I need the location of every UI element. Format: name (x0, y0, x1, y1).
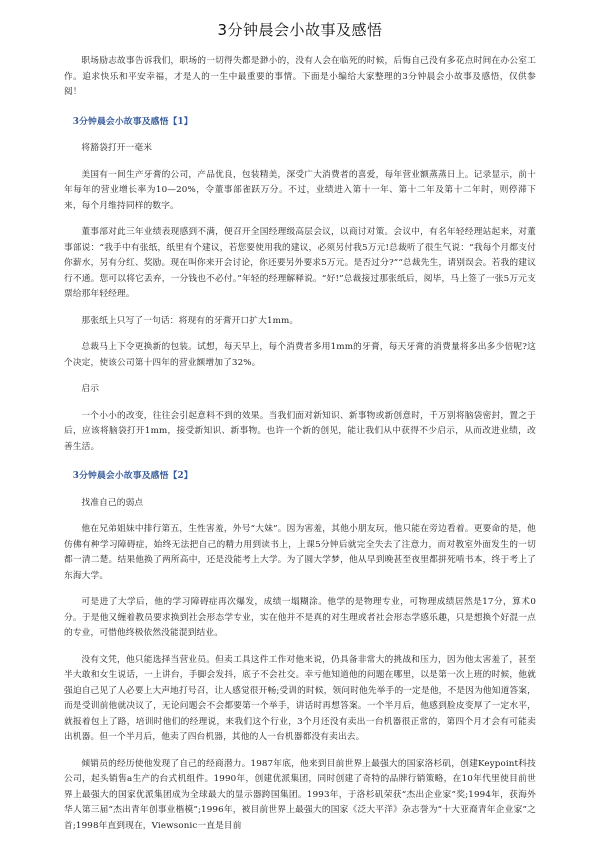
story2-paragraph-4: 倾销员的经历使他发现了自己的经商潜力。1987年底，他来到目前世界上最强大的国家洛杉矶，创建Keypoint科技公司，起头销售a生产的台式机组件。1990年，创建优派集团，同时创建了奇特的品牌行销策略，在10年代里使目前世界上最强大的国家优派集团成为全球最大的显示器跨国集团。1993年，于洛杉矶荣获“杰出企业家”奖;1994年，获海外华人第三届“杰出青年创事业楷模”;1996年，被目前世界上最强大的国家《泛大平洋》杂志誉为“十大亚裔青年企业家”之首;1998年直到现在，Viewsonic一直是目前 (64, 758, 536, 831)
story-subtitle-2: 找准自己的弱点 (81, 497, 144, 508)
story2-paragraph-1: 他在兄弟姐妹中排行第五，生性害羞，外号“大妹”。因为害羞，其他小朋友玩，他只能在旁边看着。更要命的是，他仿佛有种学习障碍症，始终无法把自己的精力用到读书上，上课5分钟后就完全失去了注意力，而对教室外面发生的一切都一清二楚。结果他换了两所高中，还是没能考上大学。为了圆大学梦，他从早到晚甚至夜里都拼死啃书本，终于考上了东海大学。 (64, 524, 536, 581)
section-heading-1: 3分钟晨会小故事及感悟【1】 (72, 116, 193, 127)
story1-paragraph-1: 美国有一间生产牙膏的公司，产品优良，包装精美，深受广大消费者的喜爱，每年营业额蒸蒸日上。记录显示，前十年每年的营业增长率为10—20%，令董事部雀跃万分。不过，业绩进入第十一年、第十二年及第十二年时，则停滞下来，每个月维持同样的数字。 (64, 169, 536, 211)
story1-paragraph-4: 总裁马上下令更换新的包装。试想，每天早上，每个消费者多用1mm的牙膏，每天牙膏的消费量将多出多少倍呢?这个决定，使该公司第十四年的营业额增加了32%。 (64, 342, 536, 368)
story-subtitle-1: 将豁袋打开一毫米 (81, 143, 153, 153)
story1-paragraph-3: 那张纸上只写了一句话：将现有的牙膏开口扩大1mm。 (81, 315, 299, 326)
intro-paragraph: 职场励志故事告诉我们，职场的一切得失都是渺小的，没有人会在临死的时候，后悔自己没有多花点时间在办公室工作。追求快乐和平安幸福，才是人的一生中最重要的事情。下面是小编给大家整理的3分钟晨会小故事及感悟，仅供参阅！ (64, 56, 536, 97)
insight-label: 启示 (81, 384, 100, 394)
insight-paragraph: 一个小小的改变，往往会引起意料不到的效果。当我们面对新知识、新事物或新创意时，千万别将脑袋密封，置之于后，应该将脑袋打开1mm，接受新知识、新事物。也许一个新的创见，能让我们从中获得不少启示，从而改进业绩，改善生活。 (64, 410, 536, 452)
page-title: 3分钟晨会小故事及感悟 (217, 21, 383, 39)
story2-paragraph-3: 没有文凭，他只能选择当营业员。但卖工具这件工作对他来说，仍具备非常大的挑战和压力，因为他太害羞了，甚至半大敢和女生说话，一上讲台，手脚会发抖，底子不会社交。幸亏他知道他的问题在哪里，以是第一次上班的时候，他就强迫自己见了人必要上大声地打号召，让人感觉很开畅;受训的时候，领问时他先举手的一定是他，不是因为他知道答案，而是受训前他就决议了，无论问题会不会都要第一个举手，讲话时再想答案。一个半月后，他感到脸皮变厚了一定水平，就报着包上了路，培训时他们的经理说，来我们这个行业，3个月还没有卖出一台机器很正常的，第四个月才会有可能卖出机器。但一个半月后，他卖了四台机器，其他的人一台机器都没有卖出去。 (64, 654, 536, 742)
section-heading-2: 3分钟晨会小故事及感悟【2】 (72, 471, 193, 481)
story2-paragraph-2: 可是进了大学后，他的学习障碍症再次爆发，成绩一塌糊涂。他学的是物理专业，可物理成绩居然是17分，算术0分。于是他又缠着教员要求换到社会形态学专业，实在他并不是真的对生理或者社会形态学感乐趣，只是想换个好混一点的专业，可惜他终极依然没能混到结业。 (64, 597, 536, 638)
story1-paragraph-2: 董事部对此三年业绩表现感到不满，便召开全国经理级高层会议，以商讨对策。会议中，有名年轻经理站起来，对董事部说：“我手中有张纸，纸里有个建议，若您要使用我的建议，必须另付我5万元!总裁听了很生气说：“我每个月都支付你薪水，另有分红、奖励。现在叫你来开会讨论，你还要另外要求5万元。是否过分?”“总裁先生，请别误会。若我的建议行不通。您可以将它丢弃，一分钱也不必付。”年轻的经理解释说。“好!”总裁接过那张纸后，阅毕，马上签了一张5万元支票给那年轻经理。 (64, 227, 536, 299)
